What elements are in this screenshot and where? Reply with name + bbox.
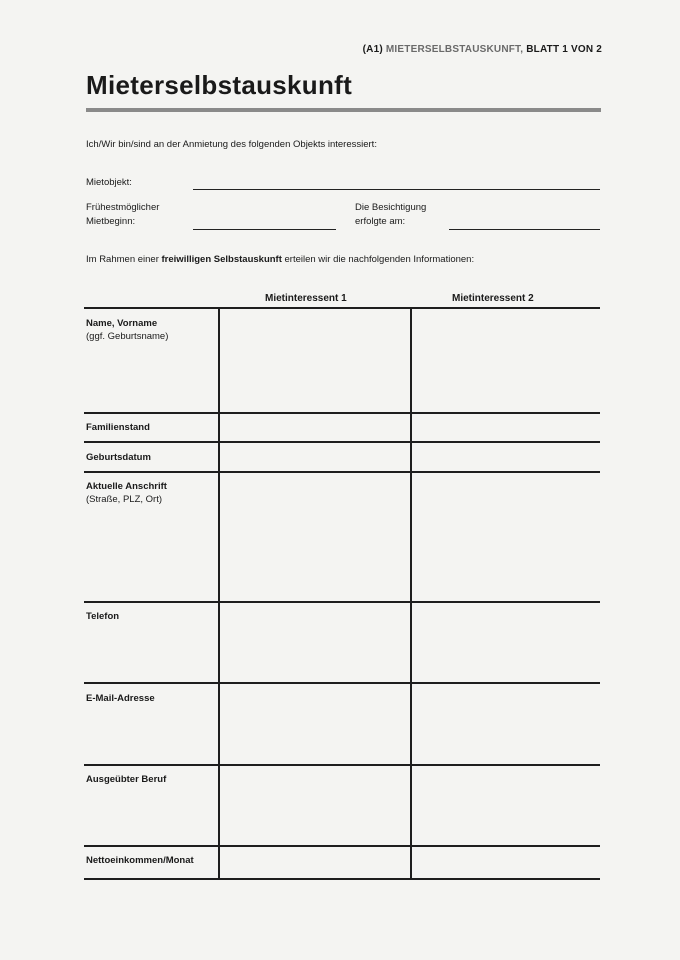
row-label-anschrift xyxy=(86,480,167,506)
nettoeinkommen-field-1[interactable] xyxy=(220,847,409,877)
statement-text xyxy=(86,253,474,267)
sheet-number: BLATT 1 VON 2 xyxy=(526,44,602,55)
title-divider xyxy=(86,108,601,112)
row-label-geburtsdatum: Geburtsdatum xyxy=(86,452,151,463)
page-header xyxy=(363,44,602,55)
anschrift-field-2[interactable] xyxy=(412,473,600,600)
email-field-2[interactable] xyxy=(412,684,600,763)
row-sublabel: (ggf. Geburtsname) xyxy=(86,331,169,342)
column-header-2: Mietinteressent 2 xyxy=(452,293,534,304)
form-name: MIETERSELBSTAUSKUNFT, xyxy=(385,44,524,55)
email-field-1[interactable] xyxy=(220,684,409,763)
row-sublabel: (Straße, PLZ, Ort) xyxy=(86,494,163,505)
column-header-1: Mietinteressent 1 xyxy=(265,293,347,304)
nettoeinkommen-field-2[interactable] xyxy=(412,847,600,877)
row-label-name xyxy=(86,317,168,343)
intro-text: Ich/Wir bin/sind an der Anmietung des folgenden Objekts interessiert: xyxy=(86,139,377,150)
mietbeginn-label xyxy=(86,201,159,229)
name-field-2[interactable] xyxy=(412,309,600,411)
mietbeginn-field[interactable] xyxy=(193,229,336,230)
name-field-1[interactable] xyxy=(220,309,409,411)
row-label: Name, Vorname xyxy=(86,318,158,329)
row-label-email: E-Mail-Adresse xyxy=(86,693,155,704)
row-label-beruf: Ausgeübter Beruf xyxy=(86,774,167,785)
row-label-familienstand: Familienstand xyxy=(86,422,150,433)
mietobjekt-field[interactable] xyxy=(193,189,600,190)
statement-part2: erteilen wir die nachfolgenden Informationen: xyxy=(281,254,475,265)
besichtigung-label-line1: Die Besichtigung xyxy=(355,202,427,213)
page-title: Mieterselbstauskunft xyxy=(86,70,353,100)
familienstand-field-2[interactable] xyxy=(412,414,600,440)
table-line xyxy=(84,878,600,880)
form-id: (A1) xyxy=(362,44,383,55)
beruf-field-2[interactable] xyxy=(412,766,600,844)
telefon-field-2[interactable] xyxy=(412,603,600,681)
statement-part1: Im Rahmen einer xyxy=(86,254,162,265)
besichtigung-field[interactable] xyxy=(449,229,600,230)
besichtigung-label-line2: erfolgte am: xyxy=(355,216,406,227)
row-label: Aktuelle Anschrift xyxy=(86,481,167,492)
besichtigung-label xyxy=(355,201,426,229)
geburtsdatum-field-1[interactable] xyxy=(220,443,409,470)
mietobjekt-label: Mietobjekt: xyxy=(86,177,132,188)
row-label-telefon: Telefon xyxy=(86,611,120,622)
familienstand-field-1[interactable] xyxy=(220,414,409,440)
row-label-nettoeinkommen: Nettoeinkommen/Monat xyxy=(86,855,194,866)
mietbeginn-label-line2: Mietbeginn: xyxy=(86,216,136,227)
statement-bold: freiwilligen Selbstauskunft xyxy=(161,254,282,265)
beruf-field-1[interactable] xyxy=(220,766,409,844)
geburtsdatum-field-2[interactable] xyxy=(412,443,600,470)
mietbeginn-label-line1: Frühestmöglicher xyxy=(86,202,160,213)
anschrift-field-1[interactable] xyxy=(220,473,409,600)
telefon-field-1[interactable] xyxy=(220,603,409,681)
